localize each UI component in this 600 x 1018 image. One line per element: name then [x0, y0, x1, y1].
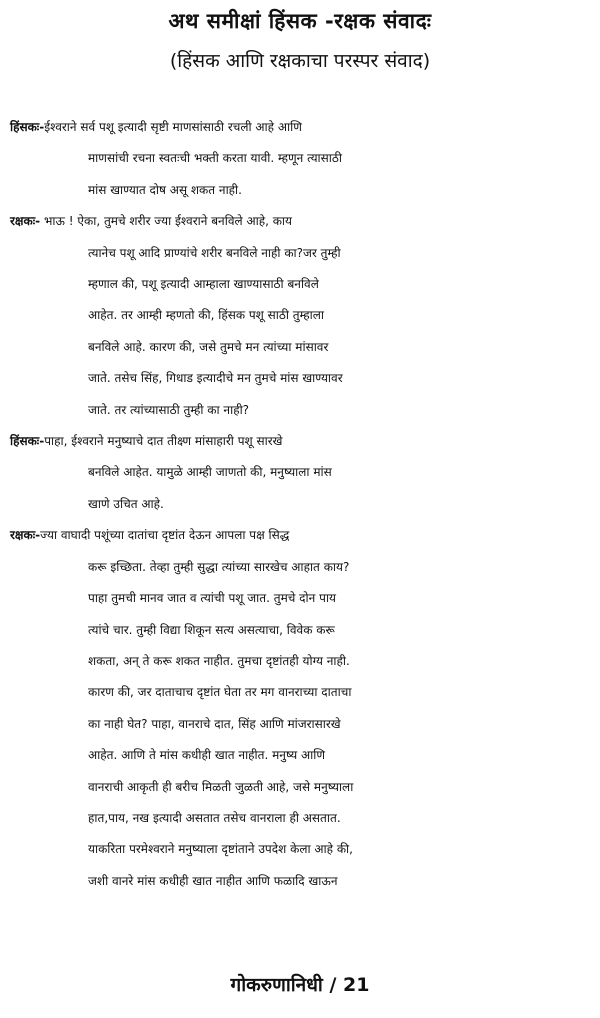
dialogue-line [0, 206, 600, 237]
speaker-label: हिंसकः- [10, 120, 45, 134]
line-text: करू इच्छिता. तेव्हा तुम्ही सुद्धा त्यांच्या सारखेच आहात काय? [88, 559, 350, 574]
dialogue-line [0, 489, 600, 520]
line-text: त्यांचे चार. तुम्ही विद्या शिकून सत्य असत्याचा, विवेक करू [88, 622, 335, 637]
line-text: भाऊ ! ऐका, तुमचे शरीर ज्या ईश्वराने बनविले आहे, काय [40, 214, 292, 229]
line-text: आहेत. तर आम्ही म्हणतो की, हिंसक पशू साठी तुम्हाला [88, 308, 324, 323]
line-text: जशी वानरे मांस कधीही खात नाहीत आणि फळादि खाऊन [88, 873, 338, 888]
dialogue-line [0, 834, 600, 865]
dialogue-body [0, 112, 600, 897]
line-text: आहेत. आणि ते मांस कधीही खात नाहीत. मनुष्य आणि [88, 748, 326, 763]
dialogue-line [0, 457, 600, 488]
line-text: मांस खाण्यात दोष असू शकत नाही. [88, 182, 242, 197]
dialogue-line [0, 300, 600, 331]
dialogue-line [0, 583, 600, 614]
line-text: म्हणाल की, पशू इत्यादी आम्हाला खाण्यासाठी बनविले [88, 277, 319, 292]
line-text: जाते. तसेच सिंह, गिधाड इत्यादीचे मन तुमचे मांस खाण्यावर [88, 371, 343, 386]
dialogue-turn [0, 426, 600, 520]
dialogue-turn [0, 206, 600, 426]
line-text: जाते. तर त्यांच्यासाठी तुम्ही का नाही? [88, 402, 250, 417]
line-text: खाणे उचित आहे. [88, 496, 164, 511]
line-text: बनविले आहे. कारण की, जसे तुमचे मन त्यांच्या मांसावर [88, 339, 329, 354]
page-footer: गोकरुणानिधी / 21 [230, 974, 370, 996]
page-title: अथ समीक्षां हिंसक -रक्षक संवादः [168, 9, 432, 33]
line-text: वानराची आकृती ही बरीच मिळती जुळती आहे, जसे मनुष्याला [88, 779, 354, 794]
line-text: शकता, अन् ते करू शकत नाहीत. तुमचा दृष्टांतही योग्य नाही. [88, 653, 350, 668]
line-text: त्यानेच पशू आदि प्राण्यांचे शरीर बनविले नाही का?जर तुम्ही [88, 245, 341, 260]
dialogue-line [0, 740, 600, 771]
dialogue-turn [0, 520, 600, 897]
dialogue-line [0, 143, 600, 174]
line-text: ज्या वाघादी पशूंच्या दातांचा दृष्टांत देऊन आपला पक्ष सिद्ध [40, 528, 290, 543]
line-text: माणसांची रचना स्वतःची भक्ती करता यावी. म्हणून त्यासाठी [88, 151, 342, 166]
line-text: का नाही घेत? पाहा, वानराचे दात, सिंह आणि मांजरासारखे [88, 716, 341, 731]
dialogue-line [0, 395, 600, 426]
dialogue-line [0, 615, 600, 646]
line-text: ईश्वराने सर्व पशू इत्यादी सृष्टी माणसांसाठी रचली आहे आणि [44, 120, 302, 134]
line-text: पाहा तुमची मानव जात व त्यांची पशू जात. तुमचे दोन पाय [88, 591, 337, 606]
dialogue-line [0, 269, 600, 300]
line-text: याकरिता परमेश्वराने मनुष्याला दृष्टांताने उपदेश केला आहे की, [88, 842, 353, 857]
dialogue-line [0, 112, 600, 143]
line-text: हात,पाय, नख इत्यादी असतात तसेच वानराला ही असतात. [88, 810, 341, 825]
line-text: बनविले आहेत. यामुळे आम्ही जाणतो की, मनुष्याला मांस [88, 465, 332, 480]
dialogue-line [0, 772, 600, 803]
line-text: कारण की, जर दाताचाच दृष्टांत घेता तर मग वानराच्या दाताचा [88, 685, 352, 700]
dialogue-line [0, 238, 600, 269]
dialogue-line [0, 332, 600, 363]
page-subtitle: (हिंसक आणि रक्षकाचा परस्पर संवाद) [169, 50, 431, 72]
dialogue-line [0, 646, 600, 677]
dialogue-line [0, 866, 600, 897]
dialogue-line [0, 426, 600, 457]
line-text: पाहा, ईश्वराने मनुष्याचे दात तीक्ष्ण मांसाहारी पशू सारखे [44, 434, 283, 449]
dialogue-line [0, 803, 600, 834]
speaker-label: रक्षकः- [10, 528, 41, 543]
dialogue-line [0, 552, 600, 583]
dialogue-line [0, 520, 600, 551]
dialogue-line [0, 677, 600, 708]
dialogue-line [0, 709, 600, 740]
speaker-label: रक्षकः- [10, 214, 41, 229]
dialogue-line [0, 363, 600, 394]
speaker-label: हिंसकः- [10, 434, 45, 449]
dialogue-turn [0, 112, 600, 206]
dialogue-line [0, 175, 600, 206]
